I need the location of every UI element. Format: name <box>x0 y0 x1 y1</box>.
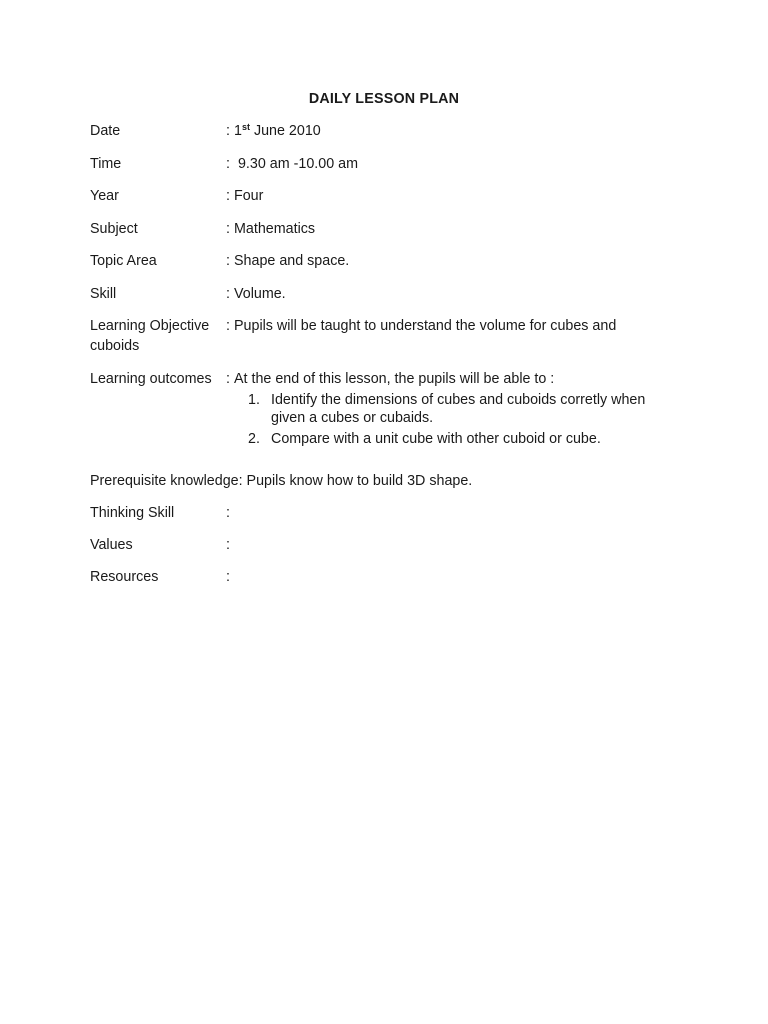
list-item-number: 2. <box>248 431 260 447</box>
skill-colon: : <box>226 286 230 302</box>
learning-objective-label-cont: cuboids <box>90 338 140 354</box>
year-colon: : <box>226 188 230 204</box>
date-value <box>234 121 321 141</box>
learning-objective-label: Learning Objective <box>90 318 210 334</box>
time-colon: : <box>226 156 230 172</box>
list-item <box>248 391 688 427</box>
year-label: Year <box>90 188 119 204</box>
time-label: Time <box>90 156 122 172</box>
skill-value: Volume. <box>234 286 286 302</box>
subject-label: Subject <box>90 221 138 237</box>
learning-objective-colon: : <box>226 318 230 334</box>
learning-outcomes-colon: : <box>226 371 230 387</box>
date-suffix: st <box>241 122 250 132</box>
date-colon: : <box>226 123 230 139</box>
time-value: 9.30 am -10.00 am <box>234 156 358 172</box>
learning-objective-row <box>90 316 690 356</box>
thinking-skill-colon: : <box>226 505 230 521</box>
date-label: Date <box>90 123 121 139</box>
values-colon: : <box>226 537 230 553</box>
subject-value: Mathematics <box>234 221 316 237</box>
list-item-text-line2: given a cubes or cubaids. <box>271 410 434 426</box>
resources-label: Resources <box>90 569 159 585</box>
topic-area-label: Topic Area <box>90 253 157 269</box>
topic-area-value: Shape and space. <box>234 253 350 269</box>
list-item-number: 1. <box>248 392 260 408</box>
list-item-text-line1: Identify the dimensions of cubes and cuboids corretly when <box>271 392 646 408</box>
prerequisite-knowledge: Prerequisite knowledge: Pupils know how to build 3D shape. <box>90 473 473 489</box>
learning-outcomes-list <box>248 391 688 448</box>
subject-colon: : <box>226 221 230 237</box>
skill-label: Skill <box>90 286 117 302</box>
learning-objective-value: Pupils will be taught to understand the volume for cubes and <box>234 318 617 334</box>
date-day: 1 <box>234 123 242 139</box>
values-label: Values <box>90 537 133 553</box>
year-value: Four <box>234 188 264 204</box>
resources-colon: : <box>226 569 230 585</box>
date-rest: June 2010 <box>249 123 321 139</box>
thinking-skill-label: Thinking Skill <box>90 505 175 521</box>
learning-outcomes-label: Learning outcomes <box>90 371 212 387</box>
list-item-text-line1: Compare with a unit cube with other cuboid or cube. <box>271 431 601 447</box>
topic-area-colon: : <box>226 253 230 269</box>
document-title: DAILY LESSON PLAN <box>308 91 460 107</box>
learning-outcomes-intro: At the end of this lesson, the pupils will be able to : <box>234 371 555 387</box>
list-item <box>248 430 688 448</box>
